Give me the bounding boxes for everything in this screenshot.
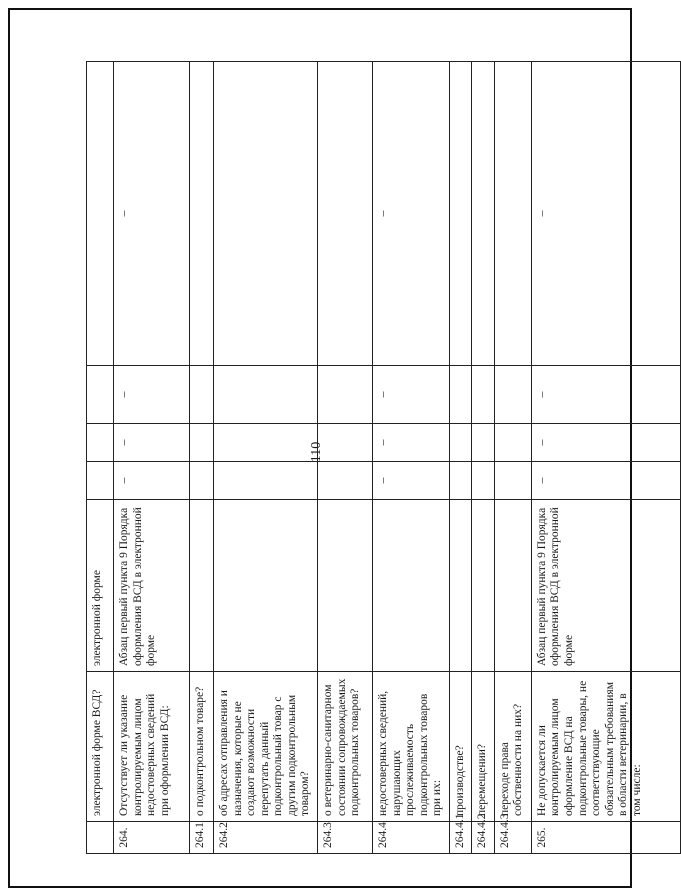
cell-num: 264.4 (372, 822, 449, 854)
cell-col4 (317, 462, 372, 500)
cell-question: недостоверных сведений, нарушающих прослеживаемость подконтрольных товаров при их: (372, 672, 449, 822)
cell-col4 (214, 462, 318, 500)
cell-question: об адресах отправления и назначения, которые не создают возможности перепутать данный подконтрольный товар с другим подконтрольным товаром? (214, 672, 318, 822)
cell-col6: – (114, 366, 190, 424)
cell-col4 (449, 462, 472, 500)
table-area (86, 62, 643, 854)
cell-col7: – (531, 62, 680, 366)
cell-col5 (190, 424, 214, 462)
cell-col6 (449, 366, 472, 424)
cell-col4: – (372, 462, 449, 500)
cell-col7 (214, 62, 318, 366)
cell-col5: – (531, 424, 680, 462)
table-row (494, 62, 531, 854)
cell-num: 264.1 (190, 822, 214, 854)
cell-col5 (87, 424, 114, 462)
cell-num (87, 822, 114, 854)
cell-col5 (449, 424, 472, 462)
rotated-table-container (86, 62, 643, 854)
cell-col5 (494, 424, 531, 462)
cell-question: о подконтрольном товаре? (190, 672, 214, 822)
cell-question: Отсутствует ли указание контролируемым лицом недостоверных сведений при оформлении ВСД: (114, 672, 190, 822)
cell-reference (214, 500, 318, 672)
cell-reference (190, 500, 214, 672)
table-row (449, 62, 472, 854)
cell-question: переходе права собственности на них? (494, 672, 531, 822)
cell-reference (449, 500, 472, 672)
cell-reference (317, 500, 372, 672)
cell-col6: – (372, 366, 449, 424)
cell-col5: – (372, 424, 449, 462)
cell-num: 265. (531, 822, 680, 854)
checklist-table (86, 61, 681, 854)
cell-col5 (472, 424, 495, 462)
cell-reference (494, 500, 531, 672)
cell-num: 264.2 (214, 822, 318, 854)
table-row (531, 62, 680, 854)
cell-reference: Абзац первый пункта 9 Порядка оформления ВСД в электронной форме (531, 500, 680, 672)
page-number: 110 (309, 441, 325, 463)
cell-question: электронной форме ВСД? (87, 672, 114, 822)
cell-reference: электронной форме (87, 500, 114, 672)
cell-num: 264. (114, 822, 190, 854)
cell-col7 (472, 62, 495, 366)
table-row (472, 62, 495, 854)
cell-col5 (214, 424, 318, 462)
table-row (114, 62, 190, 854)
cell-num: 264.3 (317, 822, 372, 854)
cell-col4 (472, 462, 495, 500)
cell-col5 (317, 424, 372, 462)
cell-col6 (214, 366, 318, 424)
cell-col6 (472, 366, 495, 424)
cell-reference: Абзац первый пункта 9 Порядка оформления ВСД в электронной форме (114, 500, 190, 672)
cell-col5: – (114, 424, 190, 462)
cell-num: 264.4.2 (472, 822, 495, 854)
cell-question: производстве? (449, 672, 472, 822)
cell-col7 (494, 62, 531, 366)
cell-col4: – (114, 462, 190, 500)
table-row (214, 62, 318, 854)
cell-col6: – (531, 366, 680, 424)
cell-col6 (317, 366, 372, 424)
cell-col6 (87, 366, 114, 424)
table-row-continued (87, 62, 114, 854)
cell-question: перемещении? (472, 672, 495, 822)
cell-col6 (494, 366, 531, 424)
cell-reference (372, 500, 449, 672)
table-row (317, 62, 372, 854)
cell-col7 (449, 62, 472, 366)
cell-col4 (190, 462, 214, 500)
table-row (372, 62, 449, 854)
cell-col4 (494, 462, 531, 500)
cell-col7: – (114, 62, 190, 366)
cell-col7 (87, 62, 114, 366)
cell-num: 264.4.1 (449, 822, 472, 854)
cell-question: Не допускается ли контролируемым лицом оформление ВСД на подконтрольные товары, не соответствующие обязательным требованиям в области ветеринарии, в том числе: (531, 672, 680, 822)
cell-reference (472, 500, 495, 672)
cell-col7 (190, 62, 214, 366)
cell-num: 264.4.3 (494, 822, 531, 854)
cell-question: о ветеринарно-санитарном состоянии сопровождаемых подконтрольных товаров? (317, 672, 372, 822)
table-row (190, 62, 214, 854)
cell-col4: – (531, 462, 680, 500)
cell-col6 (190, 366, 214, 424)
cell-col7 (317, 62, 372, 366)
cell-col7: – (372, 62, 449, 366)
cell-col4 (87, 462, 114, 500)
